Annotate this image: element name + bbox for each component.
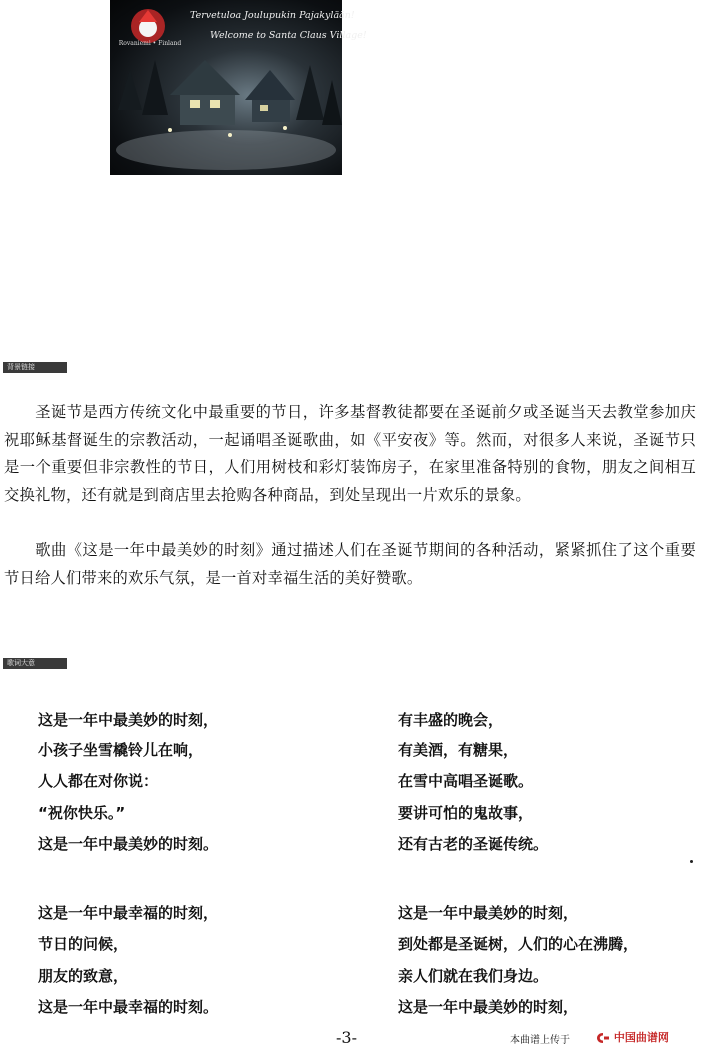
lyric-line: 这是一年中最美妙的时刻， [38, 711, 219, 729]
photo-caption-english: Welcome to Santa Claus Village! [210, 30, 367, 41]
background-section-tag: 背景链接 [3, 362, 67, 373]
lyric-line: 这是一年中最美妙的时刻。 [38, 835, 219, 853]
lyrics-section-tag: 歌词大意 [3, 658, 67, 669]
lyric-line: 人人都在对你说： [38, 772, 159, 790]
lyric-line: 这是一年中最美妙的时刻， [398, 904, 579, 922]
photo-caption-finnish: Tervetuloa Joulupukin Pajakylään! [190, 10, 355, 21]
lyric-line: 亲人们就在我们身边。 [398, 967, 549, 985]
site-name: 中国曲谱网 [613, 1031, 669, 1044]
paragraph-text: 歌曲《这是一年中最美妙的时刻》通过描述人们在圣诞节期间的各种活动，紧紧抓住了这个重要节日给人们带来的欢乐气氛，是一首对幸福生活的美好赞歌。 [4, 541, 696, 587]
logo-caption: Rovaniemi • Finland [118, 40, 182, 47]
page-number: -3- [336, 1028, 357, 1047]
lyric-line: 在雪中高唱圣诞歌。 [398, 772, 534, 790]
lyric-line: 还有古老的圣诞传统。 [398, 835, 549, 853]
lyric-line: 有丰盛的晚会， [398, 711, 504, 729]
lyric-line: 到处都是圣诞树，人们的心在沸腾， [398, 935, 639, 953]
lyric-line: 有美酒，有糖果， [398, 741, 519, 759]
background-paragraph-2 [4, 537, 696, 592]
lyric-line: 要讲可怕的鬼故事， [398, 804, 534, 822]
lyric-line: “祝你快乐。” [38, 804, 126, 822]
upload-note: 本曲谱上传于 [510, 1035, 570, 1046]
background-paragraph-1 [4, 399, 696, 509]
lyric-line: 节日的问候， [38, 935, 129, 953]
lyric-line: 这是一年中最幸福的时刻， [38, 904, 219, 922]
lyric-line: 朋友的致意， [38, 967, 129, 985]
lyric-line: 这是一年中最美妙的时刻， [398, 998, 579, 1016]
lyric-line: 小孩子坐雪橇铃儿在响， [38, 741, 204, 759]
lyric-line: 这是一年中最幸福的时刻。 [38, 998, 219, 1016]
paragraph-text: 圣诞节是西方传统文化中最重要的节日，许多基督教徒都要在圣诞前夕或圣诞当天去教堂参加庆祝耶稣基督诞生的宗教活动，一起诵唱圣诞歌曲，如《平安夜》等。然而，对很多人来说，圣诞节只是一个重要但非宗教性的节日，人们用树枝和彩灯装饰房子，在家里准备特别的食物，朋友之间相互交换礼物，还有就是到商店里去抢购各种商品，到处呈现出一片欢乐的景象。 [4, 403, 696, 504]
site-logo[interactable] [596, 1029, 669, 1045]
santa-village-photo [110, 0, 367, 175]
stray-dot [690, 860, 693, 863]
site-logo-icon [596, 1032, 610, 1044]
